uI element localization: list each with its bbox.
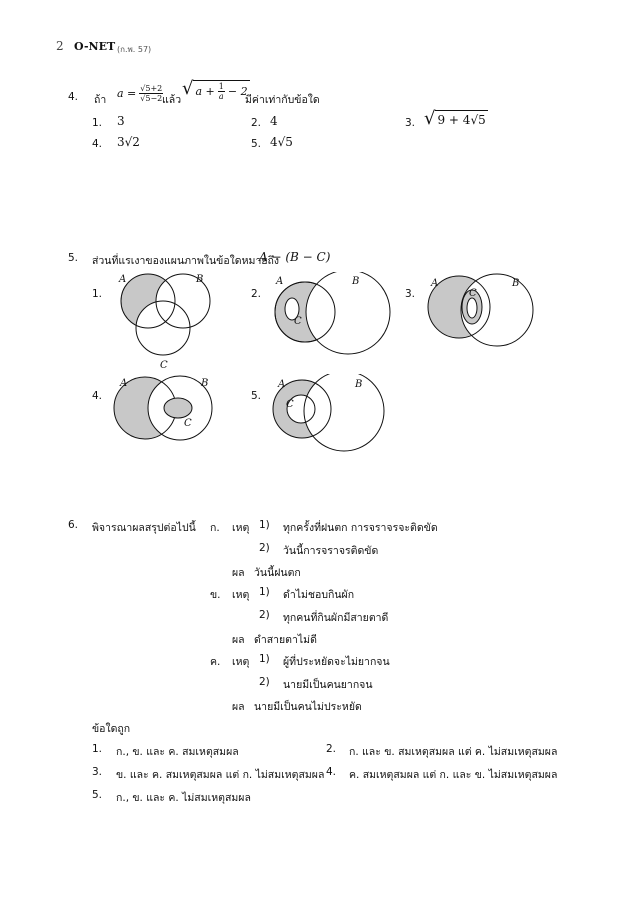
q6-group-1-result-word: ผล [232, 567, 245, 579]
q6-group-1-cause-2-num: 2) [259, 542, 270, 554]
q5-choice-5-num: 5. [251, 390, 262, 402]
q4-choice-5-num: 5. [251, 138, 262, 150]
q4-frac-num: √5+2 [140, 84, 163, 93]
q4-choice-3-value: 9 + 4√5 [437, 112, 486, 127]
q5-d1-label-a: A [119, 274, 127, 285]
q5-d3-label-a: A [431, 278, 439, 289]
q6-group-3-label: ค. [210, 656, 221, 668]
q6-group-2-cause-2-num: 2) [259, 609, 270, 621]
q6-group-1-result: วันนี้ฝนตก [254, 567, 301, 579]
q5-diagram-1 [108, 268, 220, 374]
q4-choice-5-value: 4√5 [270, 135, 293, 149]
page-number: 2 [56, 39, 64, 53]
q4-expr-frac-num: 1 [218, 82, 224, 91]
q5-d3-label-b: B [512, 278, 520, 289]
q5-d3-label-c: C [469, 288, 477, 299]
q4-sqrt [182, 80, 250, 101]
q4-expr-prefix: a + [195, 85, 215, 98]
q5-choice-4-num: 4. [92, 390, 103, 402]
q6-choice-5-num: 5. [92, 789, 103, 801]
q4-choice-2-num: 2. [251, 117, 262, 129]
q4-choice-2-value: 4 [270, 114, 278, 128]
q6-number: 6. [68, 519, 79, 531]
q6-choice-4-num: 4. [326, 766, 337, 778]
q5-d2-label-c: C [294, 316, 302, 327]
q5-d4-label-b: B [201, 378, 209, 389]
q5-d5-label-a: A [278, 379, 286, 390]
q5-d4-circle-c [164, 398, 192, 418]
q6-group-3-cause-1-text: ผู้ที่ประหยัดจะไม่ยากจน [283, 656, 390, 668]
q5-diagram-2 [268, 272, 398, 362]
q4-expr-fraction [218, 82, 225, 101]
q6-prompt: ข้อใดถูก [92, 723, 131, 735]
header-subtitle: (ก.พ. 57) [117, 45, 152, 54]
q6-choice-5-text: ก., ข. และ ค. ไม่สมเหตุสมผล [116, 792, 251, 804]
q5-choice-2-num: 2. [251, 288, 262, 300]
q4-frac-den: √5−2 [140, 94, 163, 103]
q4-number: 4. [68, 91, 79, 103]
q5-d3-inner-region [467, 298, 477, 318]
q6-question: พิจารณาผลสรุปต่อไปนี้ [92, 522, 196, 534]
q5-d1-label-c: C [160, 360, 168, 371]
q5-d2-label-a: A [276, 276, 284, 287]
q4-tail: มีค่าเท่ากับข้อใด [245, 94, 320, 106]
q6-choice-3-num: 3. [92, 766, 103, 778]
q6-group-1-cause-1-num: 1) [259, 519, 270, 531]
q4-a-lhs: a = [117, 87, 137, 100]
q5-expression: A − (B − C) [259, 250, 331, 264]
q4-choice-3-num: 3. [405, 117, 416, 129]
q6-group-1-cause-1-text: ทุกครั้งที่ฝนตก การจราจรจะติดขัด [283, 522, 438, 534]
q5-d1-label-b: B [196, 274, 204, 285]
q6-group-3-cause-2-num: 2) [259, 676, 270, 688]
q6-group-1-cause-2-text: วันนี้การจราจรติดขัด [283, 545, 379, 557]
q6-group-3-cause-2-text: นายมีเป็นคนยากจน [283, 679, 373, 691]
q6-choice-2-num: 2. [326, 743, 337, 755]
header-title: O-NET [74, 40, 116, 53]
q4-expr-frac-den: a [218, 92, 224, 101]
q4-choice-4-value: 3√2 [117, 135, 140, 149]
q4-expr-suffix: − 2 [227, 85, 248, 98]
q5-d2-label-b: B [352, 276, 360, 287]
q6-group-2-cause-1-text: ดำไม่ชอบกินผัก [283, 589, 355, 601]
q5-number: 5. [68, 252, 79, 264]
q6-group-3-result: นายมีเป็นคนไม่ประหยัด [254, 701, 362, 713]
q4-then-word: แล้ว [162, 94, 182, 106]
q5-diagram-5 [268, 374, 388, 454]
q5-d2-circle-b [306, 272, 390, 354]
q6-group-2-label: ข. [210, 589, 221, 601]
q6-choice-2-text: ก. และ ข. สมเหตุสมผล แต่ ค. ไม่สมเหตุสมผล [349, 746, 558, 758]
q6-choice-3-text: ข. และ ค. สมเหตุสมผล แต่ ก. ไม่สมเหตุสมผล [116, 769, 325, 781]
q5-d5-label-b: B [355, 379, 363, 390]
q5-choice-1-num: 1. [92, 288, 103, 300]
q4-if-word: ถ้า [94, 94, 107, 106]
q4-choice-1-value: 3 [117, 114, 125, 128]
q6-group-3-cause-1-num: 1) [259, 653, 270, 665]
q6-choice-1-text: ก., ข. และ ค. สมเหตุสมผล [116, 746, 239, 758]
q5-d5-label-c: C [286, 399, 294, 410]
q6-group-1-label: ก. [210, 522, 220, 534]
q6-group-2-cause-1-num: 1) [259, 586, 270, 598]
q4-expression [182, 80, 250, 101]
q6-choice-4-text: ค. สมเหตุสมผล แต่ ก. และ ข. ไม่สมเหตุสมผล [349, 769, 558, 781]
q5-d4-label-a: A [120, 378, 128, 389]
q5-choice-3-num: 3. [405, 288, 416, 300]
q5-question: ส่วนที่แรเงาของแผนภาพในข้อใดหมายถึง [92, 255, 279, 267]
q6-group-2-cause-2-text: ทุกคนที่กินผักมีสายตาดี [283, 612, 389, 624]
sqrt-icon: √ [424, 107, 436, 129]
q4-choice-3-expression [424, 108, 488, 128]
q6-group-3-result-word: ผล [232, 701, 245, 713]
q4-choice-4-num: 4. [92, 138, 103, 150]
q5-diagram-3 [424, 272, 536, 362]
q6-group-3-cause-word: เหตุ [232, 656, 250, 668]
q6-group-2-result: ดำสายตาไม่ดี [254, 634, 317, 646]
q6-group-1-cause-word: เหตุ [232, 522, 250, 534]
q5-d4-label-c: C [184, 418, 192, 429]
q6-choice-1-num: 1. [92, 743, 103, 755]
q4-a-fraction [139, 84, 163, 103]
q4-a-definition [117, 84, 163, 103]
q5-diagram-4 [108, 374, 224, 454]
q4-choice-1-num: 1. [92, 117, 103, 129]
q6-group-2-cause-word: เหตุ [232, 589, 250, 601]
q6-group-2-result-word: ผล [232, 634, 245, 646]
sqrt-icon: √ [182, 78, 194, 99]
